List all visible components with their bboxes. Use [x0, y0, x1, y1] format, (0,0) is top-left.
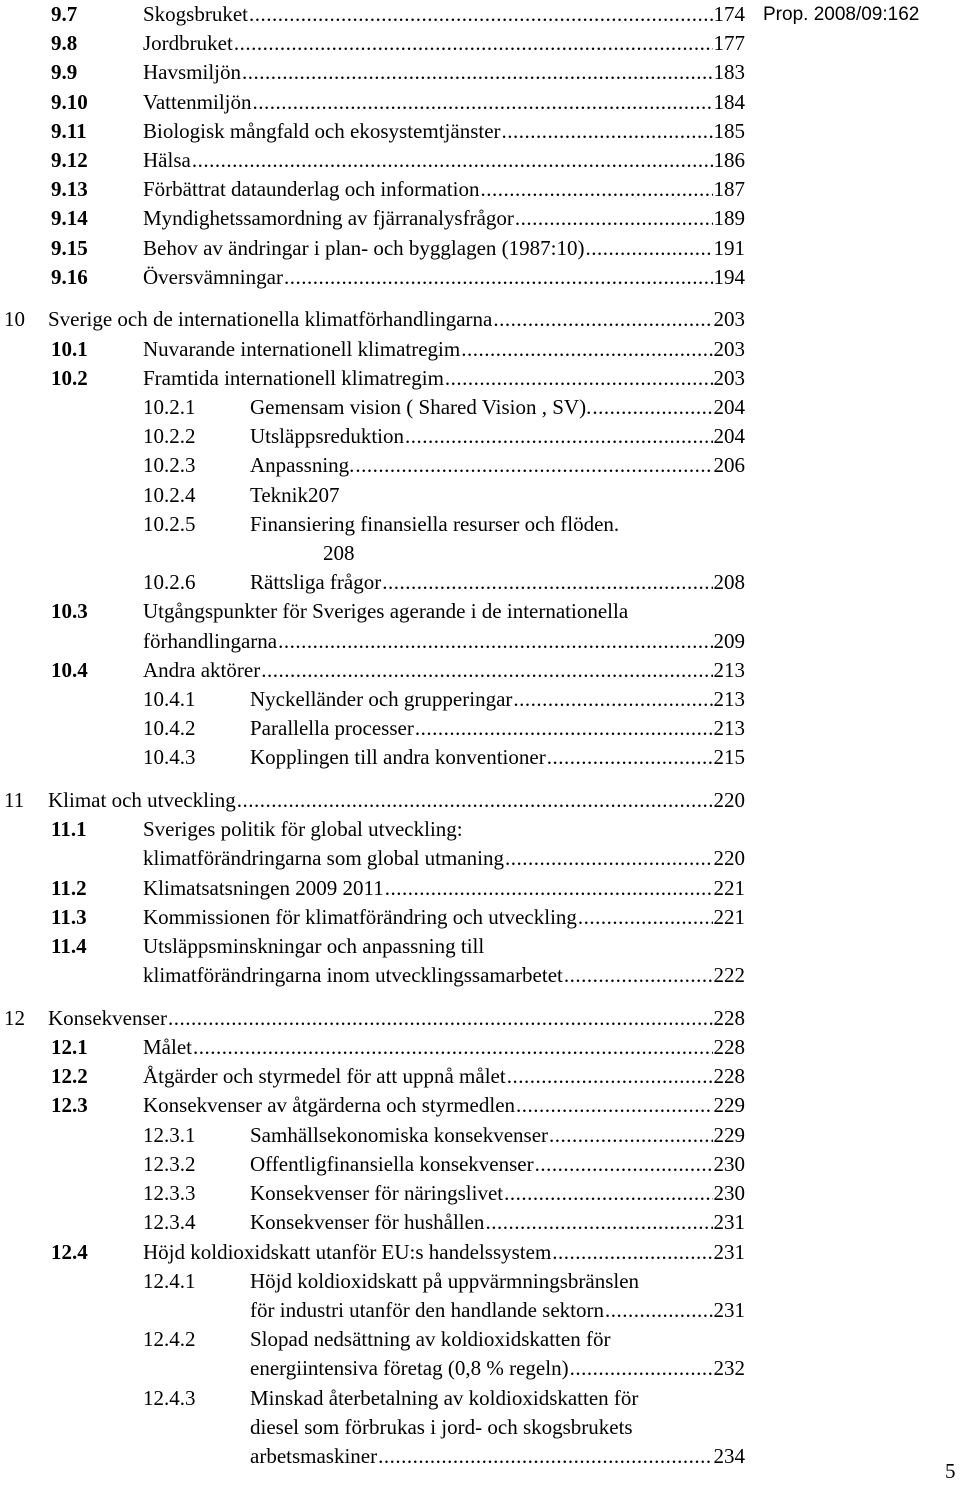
toc-entry-title: [250, 1267, 745, 1325]
toc-entry-label: arbetsmaskiner: [250, 1443, 378, 1468]
toc-entry-page: 234: [713, 1443, 745, 1468]
toc-entry-title: [250, 714, 745, 743]
dot-leader: [168, 1004, 713, 1033]
toc-entry-page: 220: [713, 846, 745, 871]
toc-entry-page: 204: [713, 424, 745, 449]
toc-entry-label: Sverige och de internationella klimatförhandlingarna: [48, 307, 493, 332]
toc-entry[interactable]: [0, 685, 745, 714]
toc-entry-label: Utsläppsminskningar och anpassning till: [143, 934, 485, 959]
toc-entry-label: Finansiering finansiella resurser och flöden.: [250, 511, 620, 536]
toc-entry-title: [143, 204, 745, 233]
toc-entry-label: Skogsbruket: [143, 2, 248, 26]
dot-leader: [445, 364, 713, 393]
toc-entry-title: [250, 1325, 745, 1383]
toc-entry[interactable]: [0, 1179, 745, 1208]
toc-entry[interactable]: [0, 234, 745, 263]
toc-entry-page: 206: [713, 453, 745, 478]
dot-leader: [378, 1442, 712, 1471]
toc-entry-number: 9.10: [51, 89, 88, 114]
toc-entry-label: Konsekvenser för hushållen: [250, 1210, 485, 1235]
toc-entry-label: Konsekvenser av åtgärderna och styrmedlen: [143, 1093, 516, 1118]
toc-entry-label: Nuvarande internationell klimatregim: [143, 336, 461, 361]
toc-entry-number: 9.11: [51, 118, 87, 143]
toc-entry-label: energiintensiva företag (0,8 % regeln): [250, 1356, 569, 1381]
toc-entry-page: 184: [713, 89, 745, 114]
toc-entry[interactable]: [0, 597, 745, 655]
toc-entry-number: 9.14: [51, 206, 88, 231]
toc-entry[interactable]: [0, 1121, 745, 1150]
toc-entry[interactable]: [0, 1004, 745, 1033]
toc-entry[interactable]: [0, 0, 745, 29]
toc-entry-number: 10.2.6: [143, 570, 196, 595]
toc-entry-label: Åtgärder och styrmedel för att uppnå målet: [143, 1064, 506, 1089]
toc-entry-page: 231: [713, 1239, 745, 1264]
toc-entry-number: 9.8: [51, 31, 78, 56]
toc-entry-title: [48, 305, 745, 334]
dot-leader: [552, 1238, 712, 1267]
toc-entry-title: [143, 903, 745, 932]
toc-entry-number: 12: [4, 1005, 25, 1030]
toc-entry-number: 11.4: [51, 934, 87, 959]
dot-leader: [385, 874, 713, 903]
dot-leader: [242, 58, 713, 87]
toc-entry-title: [143, 1238, 745, 1267]
dot-leader: [592, 393, 712, 422]
toc-entry-page: 203: [713, 336, 745, 361]
toc-entry-label: Andra aktörer: [143, 657, 261, 682]
toc-entry-page: 203: [713, 307, 745, 332]
toc-entry-page: 187: [713, 177, 745, 202]
toc-entry-page: 189: [713, 206, 745, 231]
toc-entry-label: Konsekvenser: [48, 1005, 167, 1030]
toc-entry-number: 9.7: [51, 2, 78, 26]
toc-entry-number: 12.3: [51, 1093, 88, 1118]
toc-entry-number: 10.4.1: [143, 687, 196, 712]
dot-leader: [505, 844, 713, 873]
toc-entry-page: 208: [323, 541, 355, 566]
toc-entry-number: 11: [4, 788, 25, 813]
toc-entry-page: 203: [713, 365, 745, 390]
toc-entry-label: Anpassning.: [250, 453, 355, 478]
toc-entry-label: Nyckelländer och grupperingar: [250, 687, 513, 712]
dot-leader: [234, 29, 713, 58]
dot-leader: [507, 1062, 713, 1091]
toc-entry-title: [143, 117, 745, 146]
toc-entry-number: 12.1: [51, 1035, 88, 1060]
toc-entry-label: Parallella processer: [250, 716, 414, 741]
toc-entry-title: [143, 88, 745, 117]
toc-entry-title: [143, 263, 745, 292]
toc-entry-label: Kommissionen för klimatförändring och utveckling: [143, 904, 577, 929]
toc-entry-label: Utsläppsreduktion: [250, 424, 404, 449]
toc-entry-number: 12.3.3: [143, 1181, 196, 1206]
toc-entry-number: 10.4.2: [143, 716, 196, 741]
toc-entry-title: [250, 1121, 745, 1150]
toc-entry-label: Havsmiljön: [143, 60, 241, 85]
toc-entry[interactable]: [0, 204, 745, 233]
toc-entry-label: Klimatsatsningen 2009 2011: [143, 875, 384, 900]
toc-entry-number: 11.1: [51, 817, 87, 842]
toc-entry-label: Jordbruket: [143, 31, 233, 56]
dot-leader: [515, 204, 713, 233]
toc-entry-label: klimatförändringarna som global utmaning: [143, 846, 504, 871]
toc-entry-title: [143, 234, 745, 263]
toc-entry-page: 228: [713, 1035, 745, 1060]
toc-entry-label: förhandlingarna: [143, 628, 278, 653]
dot-leader: [502, 117, 713, 146]
toc-entry-title: [143, 1033, 745, 1062]
toc-entry[interactable]: [0, 29, 745, 58]
dot-leader: [564, 961, 713, 990]
toc-entry[interactable]: [0, 364, 745, 393]
toc-entry[interactable]: [0, 1325, 745, 1383]
toc-entry-label: Myndighetssamordning av fjärranalysfrågor: [143, 206, 514, 231]
toc-entry-number: 9.13: [51, 177, 88, 202]
toc-entry[interactable]: [0, 815, 745, 873]
toc-entry-label: Konsekvenser för näringslivet: [250, 1181, 504, 1206]
toc-entry-number: 11.2: [51, 875, 87, 900]
dot-leader: [415, 714, 713, 743]
toc-entry-page: 221: [713, 904, 745, 929]
toc-entry-title: [250, 1150, 745, 1179]
toc-entry[interactable]: [0, 422, 745, 451]
dot-leader: [493, 305, 712, 334]
toc-entry-page: 220: [713, 788, 745, 813]
toc-entry-page: 232: [713, 1356, 745, 1381]
toc-entry-number: 12.4.1: [143, 1268, 196, 1293]
toc-entry-label: diesel som förbrukas i jord- och skogsbrukets: [250, 1414, 633, 1439]
toc-entry-number: 10.2.1: [143, 395, 196, 420]
toc-entry-label: Målet: [143, 1035, 192, 1060]
toc-entry-title: [143, 597, 745, 655]
toc-entry-page: 213: [713, 687, 745, 712]
toc-entry-label: Höjd koldioxidskatt utanför EU:s handelssystem: [143, 1239, 552, 1264]
toc-entry[interactable]: [0, 568, 745, 597]
toc-entry[interactable]: [0, 481, 745, 510]
toc-entry[interactable]: [0, 714, 745, 743]
dot-leader: [237, 786, 713, 815]
toc-entry-number: 10: [4, 307, 25, 332]
toc-entry[interactable]: [0, 656, 745, 685]
toc-entry-title: [250, 743, 745, 772]
toc-entry[interactable]: [0, 874, 745, 903]
toc-entry[interactable]: [0, 263, 745, 292]
dot-leader: [193, 1033, 713, 1062]
toc-entry[interactable]: [0, 1267, 745, 1325]
toc-entry[interactable]: [0, 88, 745, 117]
toc-entry[interactable]: [0, 1091, 745, 1120]
toc-entry-number: 12.3.1: [143, 1122, 196, 1147]
toc-entry-number: 10.2.5: [143, 511, 196, 536]
toc-entry-label: Höjd koldioxidskatt på uppvärmningsbränslen: [250, 1268, 640, 1293]
dot-leader: [261, 656, 712, 685]
toc-entry-page: 221: [713, 875, 745, 900]
dot-leader: [513, 685, 712, 714]
toc-entry-number: 10.3: [51, 599, 88, 624]
toc-entry-page: 229: [713, 1093, 745, 1118]
toc-entry[interactable]: [0, 305, 745, 334]
dot-leader: [535, 1150, 713, 1179]
toc-entry-label: Minskad återbetalning av koldioxidskatten för: [250, 1385, 639, 1410]
toc-entry-title: [143, 58, 745, 87]
toc-entry-title: [143, 1091, 745, 1120]
toc-entry-number: 9.15: [51, 235, 88, 260]
toc-entry-title: [250, 1208, 745, 1237]
toc-entry[interactable]: [0, 1208, 745, 1237]
toc-entry-title: [143, 815, 745, 873]
toc-entry-page: 228: [713, 1064, 745, 1089]
toc-entry[interactable]: [0, 786, 745, 815]
toc-entry-label: Gemensam vision ( Shared Vision , SV).: [250, 395, 592, 420]
toc-entry-title: [143, 1062, 745, 1091]
toc-entry-page: 228: [713, 1005, 745, 1030]
dot-leader: [480, 175, 712, 204]
toc-entry-number: 10.2: [51, 365, 88, 390]
toc-entry[interactable]: [0, 1238, 745, 1267]
toc-entry-page: 183: [713, 60, 745, 85]
toc-entry[interactable]: [0, 335, 745, 364]
toc-entry-label: Teknik207: [250, 482, 340, 507]
toc-entry[interactable]: [0, 1384, 745, 1472]
toc-entry[interactable]: [0, 146, 745, 175]
toc-entry-label: Förbättrat dataunderlag och information: [143, 177, 480, 202]
dot-leader: [578, 903, 713, 932]
toc-entry-title: [143, 146, 745, 175]
dot-leader: [485, 1208, 712, 1237]
toc-entry-title: [143, 932, 745, 990]
dot-leader: [405, 422, 713, 451]
toc-entry-number: 9.16: [51, 264, 88, 289]
toc-entry-label: Sveriges politik för global utveckling:: [143, 817, 463, 842]
dot-leader: [192, 146, 713, 175]
toc-entry[interactable]: [0, 451, 745, 480]
toc-entry-title: [143, 0, 745, 29]
toc-entry-label: Biologisk mångfald och ekosystemtjänster: [143, 118, 501, 143]
dot-leader: [585, 234, 712, 263]
toc-entry-label: Hälsa: [143, 148, 191, 173]
toc-entry-page: 191: [713, 235, 745, 260]
dot-leader: [253, 88, 713, 117]
toc-entry-title: [48, 786, 745, 815]
toc-entry-label: Klimat och utveckling: [48, 788, 236, 813]
toc-entry-label: klimatförändringarna inom utvecklingssamarbetet: [143, 963, 563, 988]
toc-entry[interactable]: [0, 903, 745, 932]
toc-entry[interactable]: [0, 58, 745, 87]
toc-entry-label: Offentligfinansiella konsekvenser: [250, 1151, 534, 1176]
toc-entry[interactable]: [0, 1033, 745, 1062]
toc-entry-title: [143, 29, 745, 58]
toc-entry-number: 11.3: [51, 904, 87, 929]
toc-entry-title: [250, 451, 745, 480]
toc-entry-label: Utgångspunkter för Sveriges agerande i de internationella: [143, 599, 629, 624]
toc-entry-label: Kopplingen till andra konventioner: [250, 745, 546, 770]
toc-entry-page: 185: [713, 118, 745, 143]
toc-entry-page: 208: [713, 570, 745, 595]
toc-entry[interactable]: [0, 1062, 745, 1091]
toc-entry-page: 194: [713, 264, 745, 289]
toc-entry[interactable]: [0, 510, 745, 568]
toc-entry-title: [250, 1384, 745, 1472]
toc-entry-title: [250, 1179, 745, 1208]
toc-entry-page: 231: [713, 1210, 745, 1235]
toc-entry-label: Översvämningar: [143, 264, 283, 289]
dot-leader: [547, 743, 713, 772]
toc-entry-number: 12.4.2: [143, 1327, 196, 1352]
toc-entry-number: 12.4.3: [143, 1385, 196, 1410]
toc-entry-label: för industri utanför den handlande sektorn: [250, 1297, 604, 1322]
toc-entry-number: 10.4: [51, 657, 88, 682]
toc-entry-number: 12.2: [51, 1064, 88, 1089]
toc-entry-label: Framtida internationell klimatregim: [143, 365, 444, 390]
toc-entry-number: 12.3.2: [143, 1151, 196, 1176]
toc-entry[interactable]: [0, 1150, 745, 1179]
toc-entry-page: 229: [713, 1122, 745, 1147]
dot-leader: [461, 335, 712, 364]
toc-entry-title: [250, 510, 745, 568]
dot-leader: [504, 1179, 712, 1208]
dot-leader: [570, 1354, 713, 1383]
toc-entry-page: 222: [713, 963, 745, 988]
toc-entry-page: 213: [713, 716, 745, 741]
dot-leader: [278, 627, 712, 656]
toc-entry-title: [143, 364, 745, 393]
toc-entry-title: [48, 1004, 745, 1033]
toc-entry-page: 174: [713, 2, 745, 26]
toc-entry-title: [250, 393, 745, 422]
toc-entry-label: Samhällsekonomiska konsekvenser: [250, 1122, 549, 1147]
toc-entry-title: [143, 874, 745, 903]
toc-entry-title: [250, 481, 745, 510]
toc-entry[interactable]: [0, 932, 745, 990]
toc-entry-page: 204: [713, 395, 745, 420]
toc-entry-number: 12.4: [51, 1239, 88, 1264]
toc-entry-label: Behov av ändringar i plan- och bygglagen (1987:10): [143, 235, 585, 260]
toc-entry-page: 177: [713, 31, 745, 56]
toc-entry-page: 209: [713, 628, 745, 653]
toc-entry-label: Vattenmiljön: [143, 89, 252, 114]
toc-entry[interactable]: [0, 175, 745, 204]
toc-entry-number: 10.2.3: [143, 453, 196, 478]
toc-entry-title: [143, 175, 745, 204]
toc-entry-number: 9.9: [51, 60, 78, 85]
toc-entry[interactable]: [0, 393, 745, 422]
dot-leader: [516, 1091, 712, 1120]
toc-entry-page: 230: [713, 1181, 745, 1206]
toc-entry-title: [250, 685, 745, 714]
toc-entry-page: 215: [713, 745, 745, 770]
toc-entry-page: 231: [713, 1297, 745, 1322]
page-number: 5: [945, 1459, 956, 1483]
toc-entry-title: [143, 656, 745, 685]
toc-entry-number: 10.4.3: [143, 745, 196, 770]
dot-leader: [549, 1121, 712, 1150]
toc-entry-number: 10.2.4: [143, 482, 196, 507]
toc-entry-number: 10.2.2: [143, 424, 196, 449]
toc-entry-number: 9.12: [51, 148, 88, 173]
toc-entry[interactable]: [0, 743, 745, 772]
toc-entry-title: [143, 335, 745, 364]
dot-leader: [382, 568, 712, 597]
toc-entry-title: [250, 422, 745, 451]
toc-entry-label: Slopad nedsättning av koldioxidskatten för: [250, 1327, 611, 1352]
toc-entry-title: [250, 568, 745, 597]
toc-entry-number: 12.3.4: [143, 1210, 196, 1235]
toc-entry-page: 230: [713, 1151, 745, 1176]
dot-leader: [355, 451, 712, 480]
dot-leader: [284, 263, 713, 292]
toc-entry-page: 186: [713, 148, 745, 173]
dot-leader: [605, 1296, 713, 1325]
toc-entry-number: 10.1: [51, 336, 88, 361]
toc-entry[interactable]: [0, 117, 745, 146]
dot-leader: [249, 0, 713, 29]
toc-entry-label: Rättsliga frågor: [250, 570, 382, 595]
running-header: Prop. 2008/09:162: [763, 4, 920, 25]
toc-entry-page: 213: [713, 657, 745, 682]
